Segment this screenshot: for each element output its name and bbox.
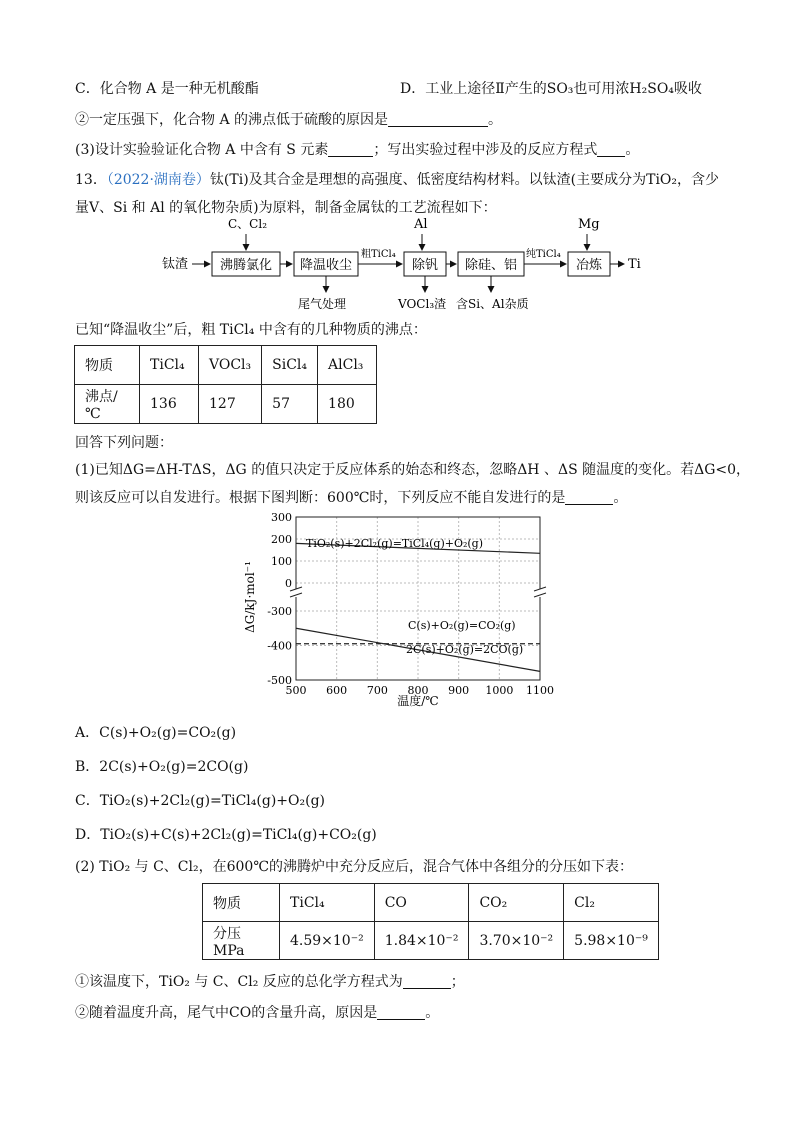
table-row [75, 385, 377, 424]
question-text: 。 [488, 112, 503, 128]
series-label-tio2: TiO₂(s)+2Cl₂(g)=TiCl₄(g)+O₂(g) [306, 537, 484, 550]
sub-question-1 [75, 971, 465, 991]
flow-output-label: 含Si、Al杂质 [456, 297, 529, 311]
partial-pressure-table [202, 883, 659, 960]
y-tick-label: -300 [267, 605, 292, 618]
series-label-co: 2C(s)+O₂(g)=2CO(g) [406, 643, 524, 656]
x-tick-label: 900 [448, 684, 470, 697]
flow-box-label: 除钒 [411, 258, 439, 273]
process-flow-diagram [160, 212, 660, 316]
table-header-row [203, 884, 659, 922]
question-1-line2 [75, 487, 627, 507]
x-tick-label: 1100 [526, 684, 554, 697]
flow-output-label: VOCl₃渣 [398, 297, 447, 311]
table-cell: 4.59×10⁻² [280, 922, 375, 960]
flow-box-label: 除硅、铝 [464, 258, 518, 273]
question-13-line2: 量V、Si 和 Al 的氧化物杂质)为原料，制备金属钛的工艺流程如下： [75, 200, 497, 216]
option-c: C．化合物 A 是一种无机酸酯 [75, 81, 259, 97]
x-tick-label: 500 [285, 684, 307, 697]
y-tick-label: 300 [271, 511, 292, 524]
table-cell: 3.70×10⁻² [469, 922, 564, 960]
question-text: ②随着温度升高，尾气中CO的含量升高，原因是 [75, 1005, 378, 1021]
table-cell: 180 [318, 385, 377, 424]
table-cell: 1.84×10⁻² [374, 922, 469, 960]
y-axis-label: ΔG/kJ·mol⁻¹ [243, 561, 257, 633]
question-1-line1: (1)已知ΔG=ΔH-TΔS，ΔG 的值只决定于反应体系的始态和终态，忽略ΔH 、ΔS 随温度的变化。若ΔG<0， [75, 462, 751, 478]
question-2b-line: (2) TiO₂ 与 C、Cl₂，在600℃的沸腾炉中充分反应后，混合气体中各组分的分压如下表： [75, 859, 633, 875]
flow-input-label: Mg [578, 217, 600, 232]
table-cell: CO₂ [469, 884, 564, 922]
series-label-co2: C(s)+O₂(g)=CO₂(g) [408, 619, 516, 632]
flow-start-label: 钛渣 [162, 257, 189, 272]
table-cell: 136 [140, 385, 199, 424]
flow-output-label: 尾气处理 [298, 297, 347, 311]
y-tick-label: -500 [267, 674, 292, 687]
flow-arrow-label: 粗TiCl₄ [361, 249, 396, 260]
table-cell: VOCl₃ [199, 346, 262, 385]
x-tick-label: 800 [407, 684, 429, 697]
answer-blank [597, 142, 625, 157]
y-tick-label: -400 [267, 639, 292, 653]
table-cell: Cl₂ [564, 884, 659, 922]
flow-svg [160, 212, 660, 312]
chart-svg [240, 505, 560, 710]
question-text: ；写出实验过程中涉及的反应方程式 [373, 142, 598, 158]
table-cell: 物质 [75, 346, 140, 385]
table-cell: 127 [199, 385, 262, 424]
flow-box-label: 沸腾氯化 [219, 258, 273, 273]
axis-break [290, 587, 546, 597]
table-cell: 物质 [203, 884, 280, 922]
choice-a: A．C(s)+O₂(g)=CO₂(g) [75, 725, 237, 741]
flow-input-label: Al [414, 217, 428, 232]
source-tag[interactable]: （2022·湖南卷） [106, 172, 210, 188]
option-d: D．工业上途径Ⅱ产生的SO₃也可用浓H₂SO₄吸收 [400, 81, 702, 97]
y-tick-labels [267, 511, 292, 687]
question-text: 则该反应可以自发进行。根据下图判断：600℃时，下列反应不能自发进行的是 [75, 490, 566, 506]
question-text: (3)设计实验验证化合物 A 中含有 S 元素 [75, 142, 329, 158]
flow-box-label: 降温收尘 [299, 258, 353, 273]
answer-blank [388, 112, 488, 127]
question-text: 。 [625, 142, 640, 158]
answer-blank [328, 142, 373, 157]
sub-question-2 [75, 1002, 439, 1022]
table-cell: TiCl₄ [140, 346, 199, 385]
delta-g-chart [240, 505, 560, 714]
question-13-header [75, 169, 719, 189]
table-cell: CO [374, 884, 469, 922]
table-cell: 57 [262, 385, 318, 424]
y-tick-label: 0 [285, 577, 292, 590]
question-2-line [75, 109, 502, 129]
table-row [203, 922, 659, 960]
question-text: 钛(Ti)及其合金是理想的高强度、低密度结构材料。以钛渣(主要成分为TiO₂，含少 [209, 172, 720, 188]
answer-blank [403, 974, 451, 989]
y-tick-label: 200 [271, 533, 292, 546]
flow-input-label: C、Cl₂ [228, 217, 268, 231]
choice-d: D．TiO₂(s)+C(s)+2Cl₂(g)=TiCl₄(g)+CO₂(g) [75, 827, 377, 843]
question-text: ①该温度下，TiO₂ 与 C、Cl₂ 反应的总化学方程式为 [75, 974, 403, 990]
flow-end-label: Ti [628, 257, 641, 272]
answer-blank [565, 490, 613, 505]
x-tick-label: 1000 [485, 684, 514, 697]
x-axis-label: 温度/℃ [397, 694, 439, 708]
choice-b: B．2C(s)+O₂(g)=2CO(g) [75, 759, 249, 775]
table-header-row [75, 346, 377, 385]
choice-c: C．TiO₂(s)+2Cl₂(g)=TiCl₄(g)+O₂(g) [75, 793, 325, 809]
known-text: 已知“降温收尘”后，粗 TiCl₄ 中含有的几种物质的沸点： [75, 322, 427, 338]
question-text: ； [450, 974, 465, 990]
table-cell: 沸点/℃ [75, 385, 140, 424]
table-cell: TiCl₄ [280, 884, 375, 922]
x-tick-label: 600 [326, 684, 348, 697]
answer-blank [377, 1005, 425, 1020]
question-3-line [75, 139, 639, 159]
y-tick-label: 100 [271, 555, 292, 568]
table-cell: AlCl₃ [318, 346, 377, 385]
flow-arrow-label: 纯TiCl₄ [526, 249, 561, 260]
x-tick-label: 700 [366, 684, 388, 697]
question-text: ②一定压强下，化合物 A 的沸点低于硫酸的原因是 [75, 112, 389, 128]
boiling-point-table [74, 345, 377, 424]
question-number: 13． [75, 172, 107, 188]
table-cell: 5.98×10⁻⁹ [564, 922, 659, 960]
question-text: 。 [425, 1005, 440, 1021]
flow-box-label: 冶炼 [575, 258, 603, 273]
answer-intro: 回答下列问题： [75, 435, 173, 451]
table-cell: 分压MPa [203, 922, 280, 960]
question-text: 。 [613, 490, 628, 506]
table-cell: SiCl₄ [262, 346, 318, 385]
